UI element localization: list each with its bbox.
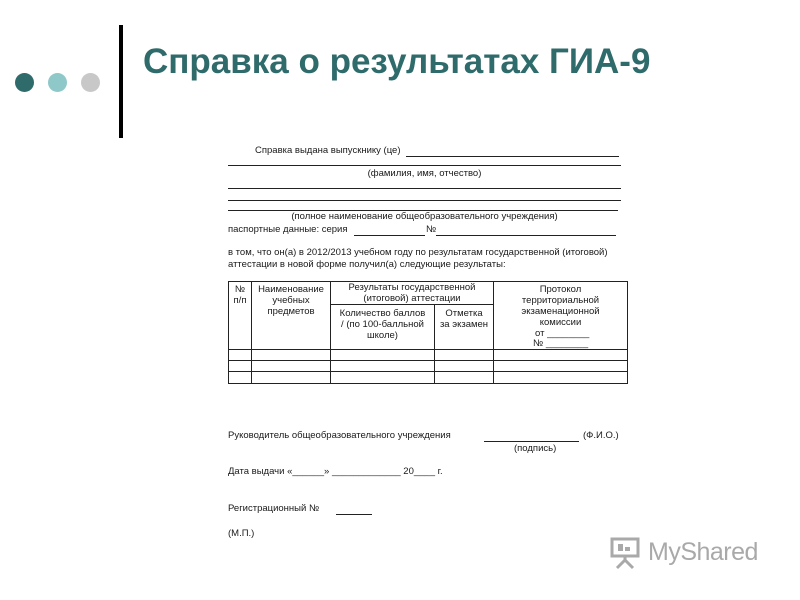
- statement-line-2: аттестации в новой форме получил(а) следующие результаты:: [228, 259, 506, 270]
- passport-label: паспортные данные: серия: [228, 224, 348, 235]
- decorative-dot-dark: [15, 73, 34, 92]
- statement-line-1: в том, что он(а) в 2012/2013 учебном году по результатам государственной (итоговой): [228, 247, 608, 258]
- passport-series-line: [354, 235, 425, 236]
- table-row-divider: [228, 360, 628, 361]
- table-header-points: Количество баллов / (по 100-балльной школе): [339, 308, 426, 341]
- results-table: [228, 281, 628, 384]
- table-header-number: № п/п: [233, 284, 247, 306]
- fio-caption: (фамилия, имя, отчество): [367, 168, 482, 179]
- table-border-right: [627, 281, 628, 384]
- school-line-2: [228, 200, 621, 201]
- school-caption: (полное наименование общеобразовательного учреждения): [291, 211, 558, 222]
- protocol-number-field: № ________: [533, 338, 589, 349]
- signature-line: [484, 441, 579, 442]
- signature-caption: (подпись): [514, 443, 557, 454]
- watermark-text: MyShared: [648, 538, 758, 566]
- seal-label: (М.П.): [228, 528, 255, 539]
- table-row-divider: [228, 371, 628, 372]
- issue-date-label: Дата выдачи «______» _____________ 20____ г.: [228, 466, 443, 477]
- head-name-caption: (Ф.И.О.): [583, 430, 619, 441]
- table-header-subject: Наименование учебных предметов: [258, 284, 324, 317]
- protocol-date-field: от ________: [535, 328, 590, 339]
- slide-title: Справка о результатах ГИА-9: [143, 42, 651, 81]
- table-header-results: Результаты государственной (итоговой) аттестации: [348, 282, 476, 304]
- issued-to-line: [406, 156, 619, 157]
- school-line-1: [228, 188, 621, 189]
- passport-number-sign: №: [426, 224, 437, 235]
- table-row-divider: [330, 304, 493, 305]
- presentation-board-icon: [608, 536, 642, 570]
- registration-number-line: [336, 514, 372, 515]
- decorative-dot-teal: [48, 73, 67, 92]
- table-header-mark: Отметка за экзамен: [439, 308, 489, 330]
- certificate-form: [188, 112, 666, 556]
- title-divider-bar: [119, 25, 123, 138]
- decorative-dot-gray: [81, 73, 100, 92]
- table-row-divider: [228, 349, 628, 350]
- issued-to-label: Справка выдана выпускнику (це): [255, 145, 401, 156]
- table-border-bottom: [228, 383, 628, 384]
- watermark: [606, 536, 768, 570]
- table-header-protocol: Протокол территориальной экзаменационной комиссии: [521, 284, 600, 328]
- registration-number-label: Регистрационный №: [228, 503, 320, 514]
- head-of-school-label: Руководитель общеобразовательного учреждения: [228, 430, 451, 441]
- passport-number-line: [436, 235, 616, 236]
- fio-line: [228, 165, 621, 166]
